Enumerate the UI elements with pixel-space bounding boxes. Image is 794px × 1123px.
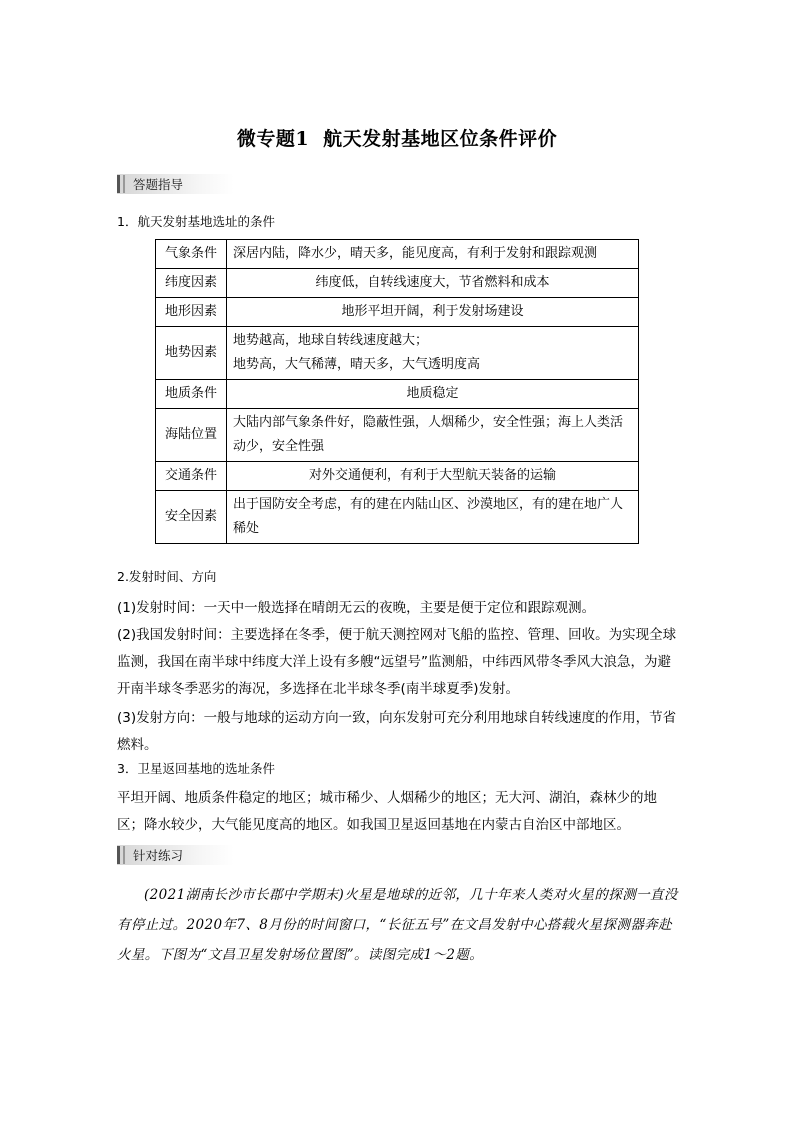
table-row (156, 462, 639, 491)
table-cell-description: 出于国防安全考虑，有的建在内陆山区、沙漠地区，有的建在地广人稀处 (227, 491, 639, 544)
table-cell-description: 纬度低，自转线速度大，节省燃料和成本 (227, 269, 639, 298)
conditions-table (155, 239, 639, 544)
section-label: 针对练习 (133, 848, 184, 863)
heading-return-base: 3．卫星返回基地的选址条件 (117, 761, 275, 776)
table-row (156, 269, 639, 298)
table-cell-factor: 地形因素 (156, 298, 227, 327)
section-header-practice (117, 845, 377, 865)
table-cell-description: 地形平坦开阔，利于发射场建设 (227, 298, 639, 327)
paragraph-return-base: 平坦开阔、地质条件稳定的地区；城市稀少、人烟稀少的地区；无大河、湖泊，森林少的地区；降水较少，大气能见度高的地区。如我国卫星返回基地在内蒙古自治区中部地区。 (117, 790, 657, 833)
table-cell-description: 深居内陆，降水少，晴天多，能见度高，有利于发射和跟踪观测 (227, 240, 639, 269)
table-row (156, 240, 639, 269)
section-marker-icon (117, 846, 120, 864)
section-marker-icon (123, 175, 125, 193)
paragraph-china-launch-time: (2)我国发射时间：主要选择在冬季，便于航天测控网对飞船的监控、管理、回收。为实现全球监测，我国在南半球中纬度大洋上设有多艘“远望号”监测船，中纬西风带冬季风大浪急，为避开南半球冬季恶劣的海况，多选择在北半球冬季(南半球夏季)发射。 (117, 627, 677, 697)
table-row (156, 409, 639, 462)
table-cell-factor: 地质条件 (156, 380, 227, 409)
section-header-guidance (117, 174, 377, 194)
table-cell-factor: 地势因素 (156, 327, 227, 380)
section-label: 答题指导 (133, 177, 184, 192)
page-title (0, 124, 794, 151)
table-row (156, 491, 639, 544)
paragraph-launch-time: (1)发射时间：一天中一般选择在晴朗无云的夜晚，主要是便于定位和跟踪观测。 (117, 600, 596, 616)
heading-launch-time: 2.发射时间、方向 (117, 569, 217, 584)
table-row (156, 380, 639, 409)
table-cell-factor: 安全因素 (156, 491, 227, 544)
title-number: 微专题1 (236, 128, 310, 150)
heading-site-conditions: 1．航天发射基地选址的条件 (117, 214, 275, 229)
table-cell-factor: 气象条件 (156, 240, 227, 269)
exercise-paragraph: (2021湖南长沙市长郡中学期末)火星是地球的近邻，几十年来人类对火星的探测一直没有停止过。2020年7、8月份的时间窗口，“长征五号”在文昌发射中心搭载火星探测器奔赴火星。下图为“文昌卫星发射场位置图”。读图完成1～2题。 (117, 887, 678, 963)
table-cell-factor: 海陆位置 (156, 409, 227, 462)
paragraph-launch-direction: (3)发射方向：一般与地球的运动方向一致，向东发射可充分利用地球自转线速度的作用，节省燃料。 (117, 710, 677, 753)
table-cell-description: 对外交通便利，有利于大型航天装备的运输 (227, 462, 639, 491)
table-row (156, 298, 639, 327)
table-cell-factor: 纬度因素 (156, 269, 227, 298)
title-text: 航天发射基地区位条件评价 (323, 128, 558, 150)
table-row (156, 327, 639, 380)
section-marker-icon (117, 175, 120, 193)
table-cell-factor: 交通条件 (156, 462, 227, 491)
table-cell-description: 大陆内部气象条件好，隐蔽性强，人烟稀少，安全性强；海上人类活动少，安全性强 (227, 409, 639, 462)
table-cell-description: 地质稳定 (227, 380, 639, 409)
table-cell-description: 地势越高，地球自转线速度越大； 地势高，大气稀薄，晴天多，大气透明度高 (227, 327, 639, 380)
section-marker-icon (123, 846, 125, 864)
